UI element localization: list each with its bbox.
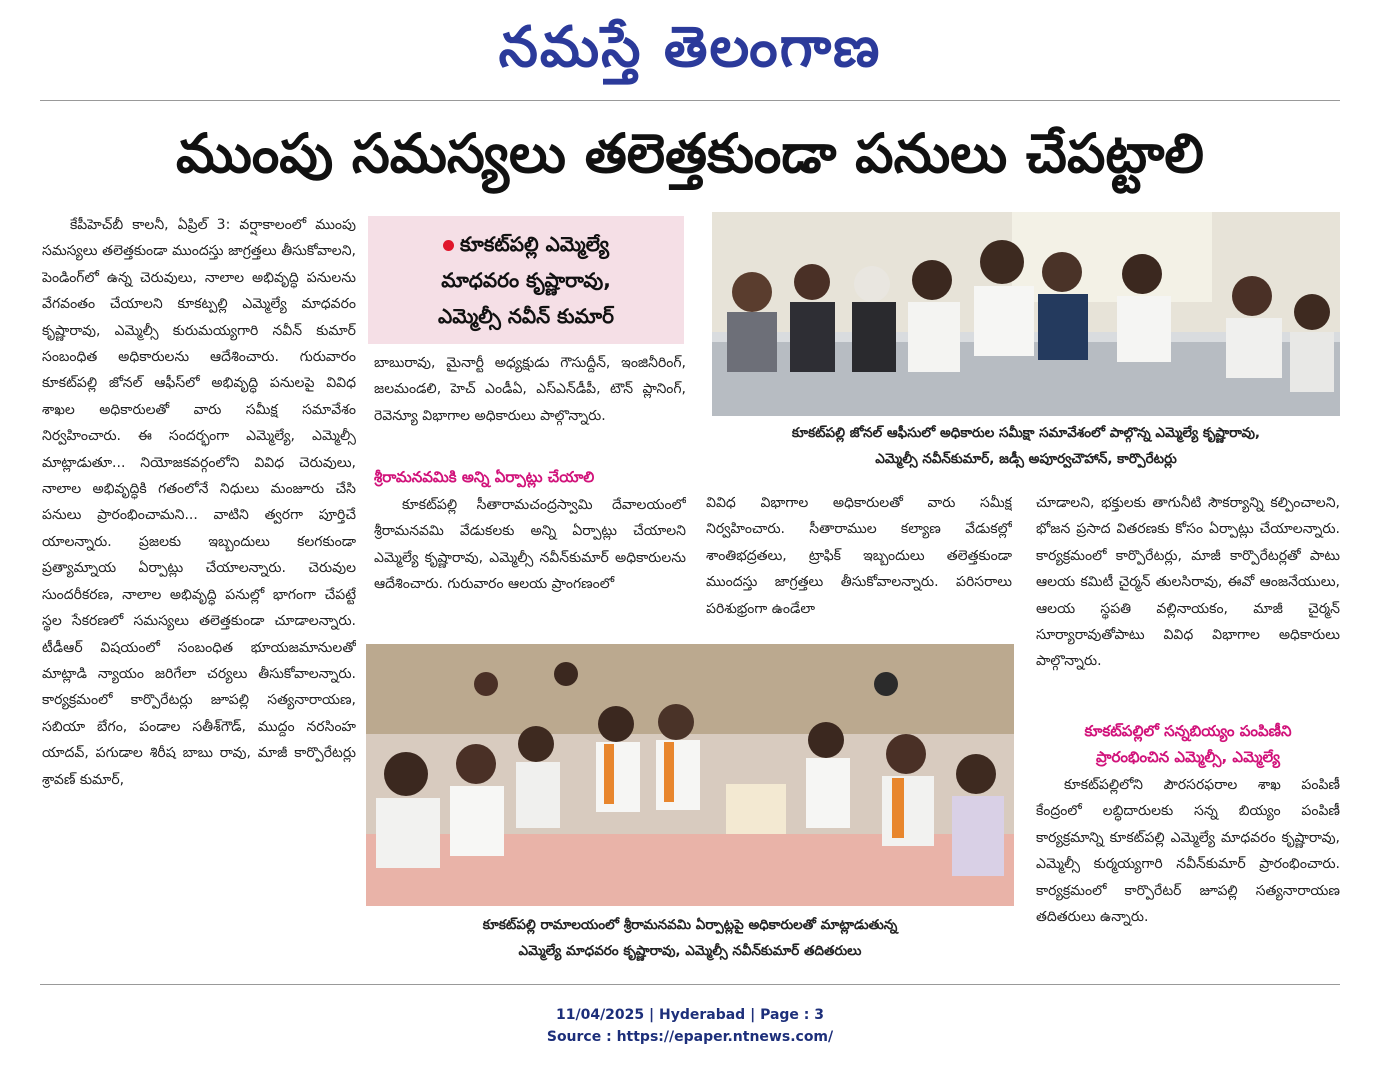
footer-source-line[interactable]: Source : https://epaper.ntnews.com/ bbox=[546, 1029, 834, 1045]
photo-caption-line-1: కూకట్‌పల్లి రామాలయంలో శ్రీరామనవమి ఏర్పాట్లపై అధికారులతో మాట్లాడుతున్న bbox=[482, 917, 898, 933]
section-subhead-2: ప్రారంభించిన ఎమ్మెల్సీ, ఎమ్మెల్యే bbox=[1095, 748, 1280, 766]
photo-temple-meeting bbox=[366, 644, 1014, 906]
article-column-1 bbox=[42, 212, 356, 972]
article-column-2 bbox=[374, 350, 686, 460]
deck-line-1: కూకట్‌పల్లి ఎమ్మెల్యే bbox=[459, 232, 610, 256]
masthead-logo: నమస్తే తెలంగాణ bbox=[498, 15, 882, 80]
article-body-text: వివిధ విభాగాల అధికారులతో వారు సమీక్ష నిర్వహించారు. సీతారాముల కల్యాణ వేడుకల్లో శాంతిభద్రతలు, ట్రాఫిక్ ఇబ్బందులు తలెత్తకుండా ముందస్తు జాగ్రత్తలు తీసుకోవాలన్నారు. పరిసరాలు పరిశుభ్రంగా ఉండేలా bbox=[706, 495, 1012, 617]
article-body-text: కేపీహెచ్‌బీ కాలనీ, ఏప్రిల్ 3: వర్షాకాలంలో ముంపు సమస్యలు తలెత్తకుండా ముందస్తు జాగ్రత్తలు తీసుకోవాలని, పెండింగ్‌లో ఉన్న చెరువులు, నాలాల అభివృద్ధి పనులను వేగవంతం చేయాలని కూకట్పల్లి ఎమ్మెల్యే మాధవరం కృష్ణారావు, ఎమ్మెల్సీ కురుమయ్యగారి నవీన్ కుమార్ సంబంధిత అధికారులను ఆదేశించారు. గురువారం కూకట్‌పల్లి జోనల్ ఆఫీస్‌లో అభివృద్ధి పనులపై వివిధ శాఖల అధికారులతో వారు సమీక్ష సమావేశం నిర్వహించారు. ఈ సందర్భంగా ఎమ్మెల్యే, ఎమ్మెల్సీ మాట్లాడుతూ... నియోజకవర్గంలోని వివిధ చెరువులు, నాలాల అభివృద్ధికి గతంలోనే నిధులు మంజూరు చేసి పనులు ప్రారంభించామని... వాటిని త్వరగా పూర్తిచే యాలన్నారు. ప్రజలకు ఇబ్బందులు కలగకుండా ప్రత్యామ్నాయ ఏర్పాట్లు చేయాలన్నారు. చెరువుల సుందరీకరణ, నాలాల అభివృద్ధి పనుల్లో భాగంగా చేపట్టే స్థల సేకరణలో సమస్యలు తలెత్తకుండా చూడాలన్నారు. టీడీఆర్ విషయంలో సంబంధిత భూయజమానులతో మాట్లాడి న్యాయం జరిగేలా చర్యలు తీసుకోవాలన్నారు. కార్యక్రమంలో కార్పొరేటర్లు జూపల్లి సత్యనారాయణ, సబియా బేగం, పండాల సతీశ్‌గౌడ్, ముద్దం నరసింహ యాదవ్, పగుడాల శిరీష బాబు రావు, మాజీ కార్పొరేటర్లు శ్రావణ్ కుమార్, bbox=[42, 217, 356, 788]
photo-review-meeting-image bbox=[712, 212, 1340, 416]
deck-line-2: మాధవరం కృష్ణారావు, bbox=[441, 268, 611, 292]
bullet-icon bbox=[443, 240, 454, 251]
footer-divider bbox=[40, 984, 1340, 985]
article-deck bbox=[368, 216, 684, 344]
article-column-3 bbox=[706, 490, 1012, 630]
section-subhead-1: కూకట్‌పల్లిలో సన్నబియ్యం పంపిణీని bbox=[1084, 722, 1292, 740]
article-body-text: కూకట్‌పల్లిలోని పౌరసరఫరాల శాఖ పంపిణీ కేంద్రంలో లబ్ధిదారులకు సన్న బియ్యం పంపిణీ కార్యక్రమాన్ని కూకట్‌పల్లి ఎమ్మెల్యే మాధవరం కృష్ణారావు, ఎమ్మెల్సీ కుర్మయ్యగారి నవీన్‌కుమార్ ప్రారంభించారు. కార్యక్రమంలో కార్పొరేటర్ జూపల్లి సత్యనారాయణ తదితరులు ఉన్నారు. bbox=[1036, 777, 1340, 926]
article-column-2-continued bbox=[374, 492, 686, 632]
article-column-4 bbox=[1036, 490, 1340, 712]
article-body-text: చూడాలని, భక్తులకు తాగునీటి సౌకర్యాన్ని కల్పించాలని, భోజన ప్రసాద వితరణకు కోసం ఏర్పాట్లు చేయాలన్నారు. కార్యక్రమంలో కార్పొరేటర్లు, మాజీ కార్పొరేటర్లతో పాటు ఆలయ కమిటీ చైర్మన్ తులసిరావు, ఈవో ఆంజనేయులు, ఆలయ స్థపతి వల్లినాయకం, మాజీ చైర్మన్ సూర్యారావుతోపాటు వివిధ విభాగాల అధికారులు పాల్గొన్నారు. bbox=[1036, 495, 1340, 670]
photo-temple-meeting-image bbox=[366, 644, 1014, 906]
article-body-text: కూకట్‌పల్లి సీతారామచంద్రస్వామి దేవాలయంలో శ్రీరామనవమి వేడుకలకు అన్ని ఏర్పాట్లు చేయాలని ఎమ్మెల్యే కృష్ణారావు, ఎమ్మెల్సీ నవీన్‌కుమార్ అధికారులను ఆదేశించారు. గురువారం ఆలయ ప్రాంగణంలో bbox=[374, 497, 686, 593]
masthead-divider bbox=[40, 100, 1340, 101]
photo-caption-line-2: ఎమ్మెల్యే మాధవరం కృష్ణారావు, ఎమ్మెల్సీ నవీన్‌కుమార్ తదితరులు bbox=[518, 943, 862, 959]
article-headline: ముంపు సమస్యలు తలెత్తకుండా పనులు చేపట్టాలి bbox=[176, 122, 1204, 185]
deck-line-3: ఎమ్మెల్సీ నవీన్ కుమార్ bbox=[438, 304, 614, 328]
article-column-4-continued bbox=[1036, 772, 1340, 972]
photo-caption-line-1: కూకట్‌పల్లి జోనల్ ఆఫీసులో అధికారుల సమీక్షా సమావేశంలో పాల్గొన్న ఎమ్మెల్యే కృష్ణారావు, bbox=[791, 425, 1261, 441]
footer-date-line: 11/04/2025 | Hyderabad | Page : 3 bbox=[555, 1007, 825, 1023]
photo-caption-line-2: ఎమ్మెల్సీ నవీన్‌కుమార్, జడ్సీ అపూర్వచౌహాన్, కార్పొరేటర్లు bbox=[875, 451, 1177, 467]
photo-review-meeting bbox=[712, 212, 1340, 416]
section-subhead: శ్రీరామనవమికి అన్ని ఏర్పాట్లు చేయాలి bbox=[374, 468, 595, 486]
article-body-text: బాబురావు, మైనార్టీ అధ్యక్షుడు గౌసుద్దీన్, ఇంజినీరింగ్, జలమండలి, హెచ్ ఎండీఏ, ఎస్ఎన్‌డీపీ, టౌన్ ప్లానింగ్, రెవెన్యూ విభాగాల అధికారులు పాల్గొన్నారు. bbox=[374, 355, 686, 424]
